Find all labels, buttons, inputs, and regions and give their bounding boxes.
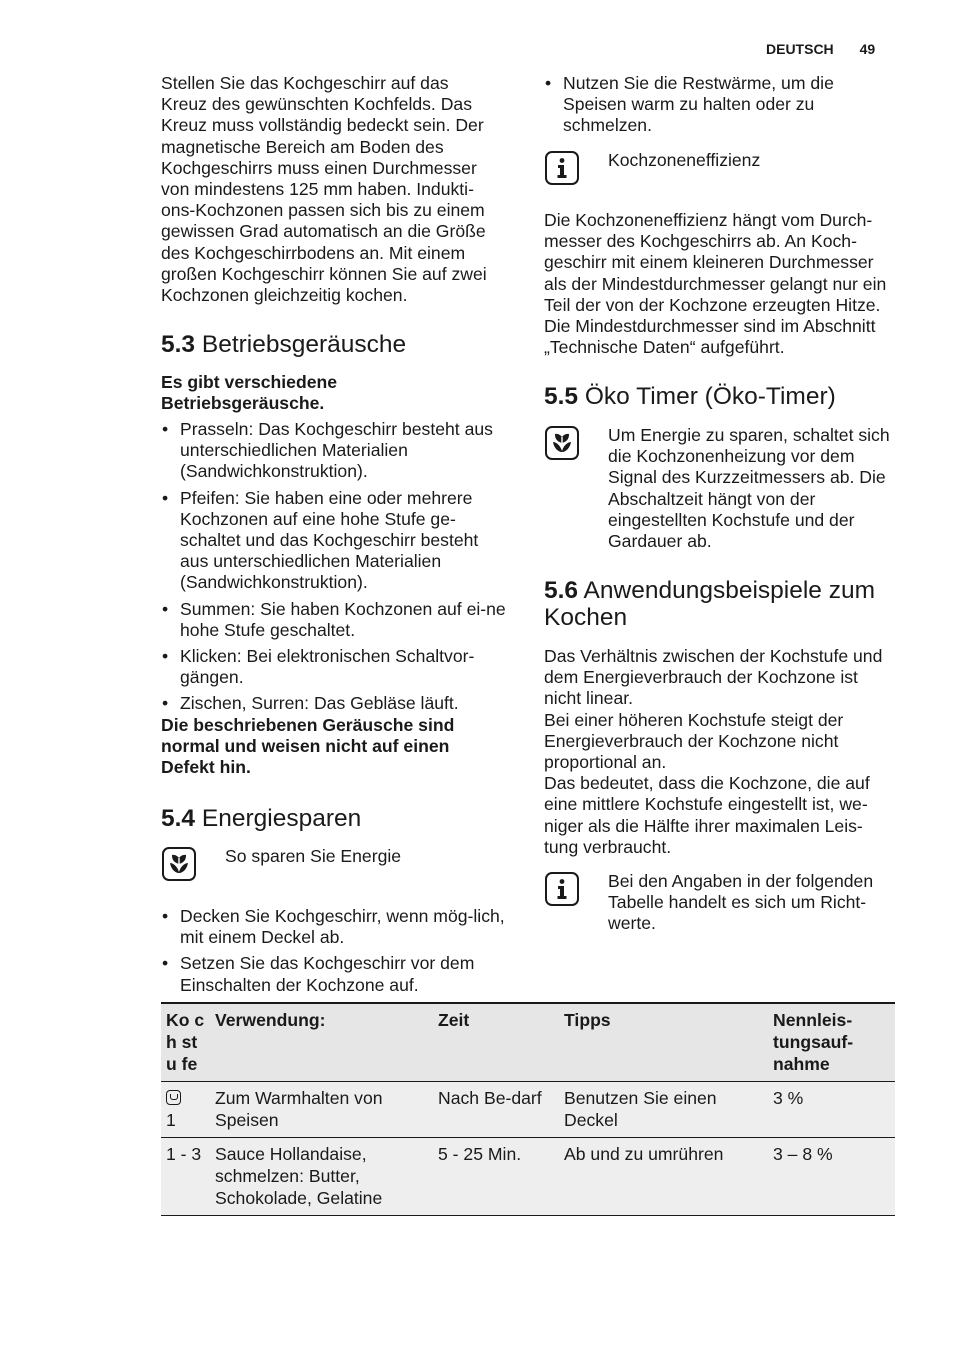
section-title: Öko Timer (Öko-Timer): [584, 383, 836, 410]
cell-level: 1: [161, 1082, 210, 1138]
info-icon: [545, 151, 579, 185]
page-number: 49: [859, 41, 876, 57]
list-item: • Summen: Sie haben Kochzonen auf ei-ne hohe Stufe geschaltet.: [161, 599, 509, 641]
noises-closing: Die beschriebenen Geräusche sind normal und weisen nicht auf einen Defekt hin.: [161, 715, 455, 778]
info-note-title: Kochzoneneffizienz: [608, 150, 761, 170]
section-number: 5.4: [161, 805, 196, 832]
cell-use: Zum Warmhalten von Speisen: [215, 1088, 383, 1130]
section-number: 5.6: [544, 577, 579, 604]
list-item: • Zischen, Surren: Das Gebläse läuft.: [161, 693, 509, 714]
column-header-use: Verwendung:: [215, 1010, 326, 1030]
column-header-power: Nennleis-tungsauf-nahme: [773, 1010, 854, 1074]
section-5-6-heading: [544, 577, 889, 631]
cell-tips: Benutzen Sie einen Deckel: [564, 1088, 717, 1130]
section-title: Betriebsgeräusche: [201, 331, 407, 358]
cell-power: 3 %: [773, 1088, 804, 1108]
eco-leaf-icon: [162, 847, 196, 881]
cell-level: 1 - 3: [166, 1144, 202, 1164]
table-row: [161, 1082, 895, 1138]
info-icon: [545, 872, 579, 906]
cooking-examples-table: [161, 1002, 895, 1216]
energy-list: [161, 906, 509, 1001]
cell-time: 5 - 25 Min.: [438, 1144, 522, 1164]
intro-paragraph: Stellen Sie das Kochgeschirr auf das Kreuz des gewünschten Kochfelds. Das Kreuz muss vollständig bedeckt sein. Der magnetische Bereich am Boden des Kochgeschirrs muss einen Durchmesser von mindestens 125 mm haben. Indukti- ons-Kochzonen passen sich bis zu einem gewissen Grad automatisch an die Größe des Kochgeschirrbodens an. Mit einem großen Kochgeschirr können Sie auf zwei Kochzonen gleichzeitig kochen.: [161, 73, 487, 306]
list-item: • Pfeifen: Sie haben eine oder mehrere Kochzonen auf eine hohe Stufe ge-schaltet und das Kochgeschirr besteht aus unterschiedlichen Materialien (Sandwichkonstruktion).: [161, 488, 509, 594]
noises-list: [161, 419, 509, 715]
eco-timer-text: Um Energie zu sparen, schaltet sich die Kochzonenheizung vor dem Signal des Kurzzeitmessers ab. Die Abschaltzeit hängt von der eingestellten Kochstufe und der Gardauer ab.: [608, 425, 890, 552]
table-header-row: [161, 1003, 895, 1082]
cell-use: Sauce Hollandaise, schmelzen: Butter, Schokolade, Gelatine: [215, 1144, 383, 1208]
table-info-note: Bei den Angaben in der folgenden Tabelle handelt es sich um Richt-werte.: [608, 871, 874, 934]
residual-heat-list: [544, 73, 874, 142]
cell-power: 3 – 8 %: [773, 1144, 833, 1164]
efficiency-paragraph: Die Kochzoneneffizienz hängt vom Durch-messer des Kochgeschirrs ab. An Koch-geschirr mit einem kleineren Durchmesser als der Mindestdurchmesser gelangt nur ein Teil der von der Kochzone erzeugten Hitze. Die Mindestdurchmesser sind im Abschnitt „Technische Daten“ aufgeführt.: [544, 210, 887, 358]
section-title: Anwendungsbeispiele zum Kochen: [544, 577, 875, 631]
keep-warm-icon: [166, 1090, 181, 1105]
list-item: • Nutzen Sie die Restwärme, um die Speisen warm zu halten oder zu schmelzen.: [544, 73, 874, 137]
eco-leaf-icon: [545, 426, 579, 460]
paragraph: Das Verhältnis zwischen der Kochstufe und dem Energieverbrauch der Kochzone ist nicht linear.: [544, 646, 883, 709]
page-header: [766, 41, 875, 57]
paragraph: Bei einer höheren Kochstufe steigt der Energieverbrauch der Kochzone nicht proportional an.: [544, 709, 844, 773]
language-label: DEUTSCH: [766, 41, 834, 57]
list-item: • Klicken: Bei elektronischen Schaltvor-gängen.: [161, 646, 509, 688]
column-header-tips: Tipps: [564, 1010, 611, 1030]
list-item: • Prasseln: Das Kochgeschirr besteht aus unterschiedlichen Materialien (Sandwichkonstruktion).: [161, 419, 509, 483]
energy-tip-title: So sparen Sie Energie: [225, 846, 402, 866]
section-number: 5.3: [161, 331, 196, 358]
cooking-examples-text: [544, 646, 894, 858]
cell-time: Nach Be-darf: [438, 1088, 542, 1108]
section-title: Energiesparen: [201, 805, 362, 832]
section-5-5-heading: [544, 383, 894, 410]
section-number: 5.5: [544, 383, 579, 410]
column-header-time: Zeit: [438, 1010, 470, 1030]
noises-intro: Es gibt verschiedene Betriebsgeräusche.: [161, 372, 338, 414]
section-5-4-heading: [161, 805, 511, 832]
paragraph: Das bedeutet, dass die Kochzone, die auf eine mittlere Kochstufe eingestellt ist, we-niger als die Hälfte ihrer maximalen Leis-tung verbraucht.: [544, 773, 870, 857]
list-item: • Setzen Sie das Kochgeschirr vor dem Einschalten der Kochzone auf.: [161, 953, 509, 995]
cell-tips: Ab und zu umrühren: [564, 1144, 724, 1164]
table-row: [161, 1138, 895, 1216]
column-header-level: Ko ch stu fe: [166, 1010, 205, 1074]
list-item: • Decken Sie Kochgeschirr, wenn mög-lich, mit einem Deckel ab.: [161, 906, 509, 948]
section-5-3-heading: [161, 331, 511, 358]
